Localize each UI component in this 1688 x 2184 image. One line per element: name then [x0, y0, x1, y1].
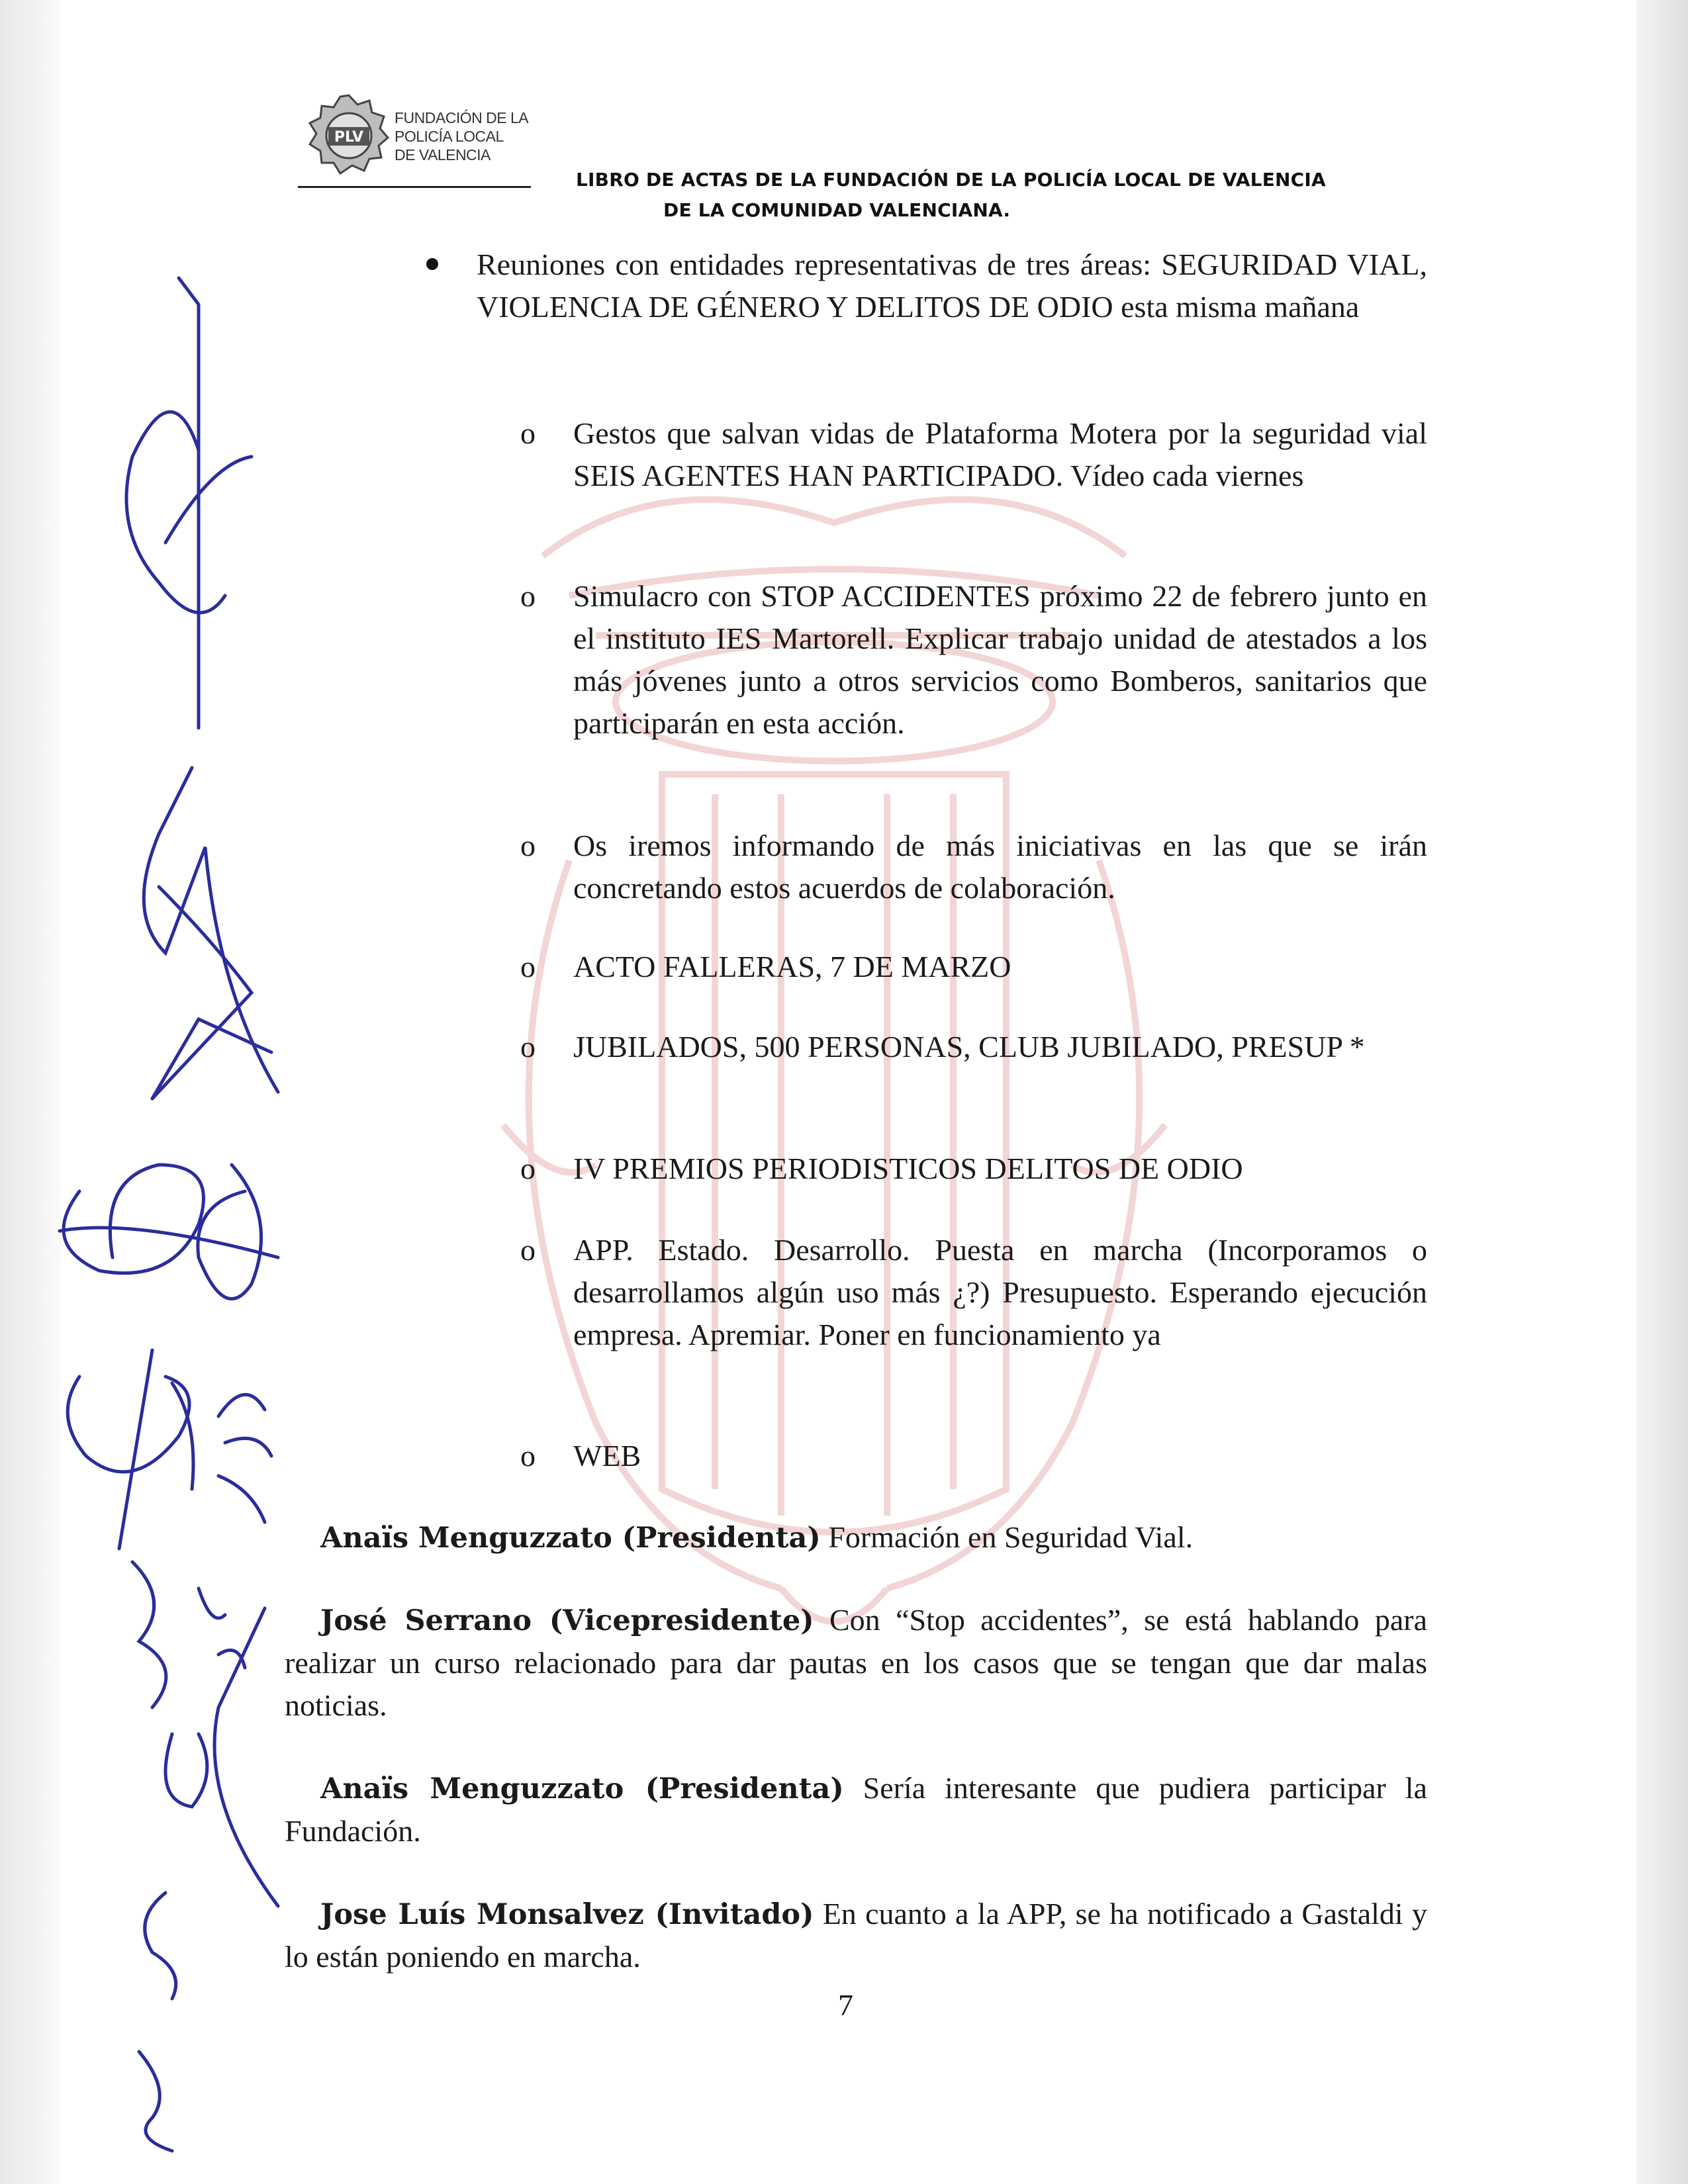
sub-item-marker: o	[520, 829, 536, 862]
sub-item-marker: o	[520, 1030, 536, 1064]
sub-item: WEB	[573, 1439, 641, 1473]
intervention-text: Formación en Seguridad Vial.	[820, 1520, 1194, 1554]
intervention-paragraph	[285, 1893, 1427, 1978]
sub-item: IV PREMIOS PERIODISTICOS DELITOS DE ODIO	[573, 1152, 1243, 1185]
intervention-text: Con “Stop accidentes”, se está hablando para realizar un curso relacionado para dar pautas en los casos que se tengan que dar malas noticias.	[285, 1603, 1428, 1722]
intervention-paragraph	[285, 1516, 1427, 1559]
sub-item: ACTO FALLERAS, 7 DE MARZO	[573, 950, 1011, 983]
speaker-name: José Serrano (Vicepresidente)	[320, 1604, 814, 1637]
svg-text:PLV: PLV	[334, 129, 364, 146]
intervention-paragraph	[285, 1767, 1427, 1852]
foundation-logo	[306, 93, 392, 179]
speaker-name: Jose Luís Monsalvez (Invitado)	[320, 1898, 814, 1931]
sub-item-marker: o	[520, 1152, 536, 1185]
logo-line: DE VALENCIA	[395, 146, 491, 163]
logo-line: POLICÍA LOCAL	[395, 128, 504, 145]
sub-item: Os iremos informando de más iniciativas en las que se irán concretando estos acuerdos de colaboración.	[573, 829, 1427, 905]
sub-item-marker: o	[520, 1233, 536, 1267]
intervention-text: En cuanto a la APP, se ha notificado a Gastaldi y lo están poniendo en marcha.	[285, 1897, 1427, 1974]
header-rule	[298, 186, 531, 188]
document-header-title	[576, 165, 1476, 226]
scan-left-shadow	[0, 0, 61, 2184]
sub-item-marker: o	[520, 950, 536, 983]
foundation-logo-text	[395, 109, 528, 164]
sub-item: APP. Estado. Desarrollo. Puesta en marcha (Incorporamos o desarrollamos algún uso más ¿?) Presupuesto. Esperando ejecución empresa. Apremiar. Poner en funcionamiento ya	[573, 1233, 1427, 1351]
bullet-icon	[426, 258, 438, 270]
logo-line: FUNDACIÓN DE LA	[395, 109, 529, 126]
page-number: 7	[838, 1988, 853, 2022]
header-title-line-2: DE LA COMUNIDAD VALENCIANA.	[663, 199, 1011, 221]
sub-item: JUBILADOS, 500 PERSONAS, CLUB JUBILADO, PRESUP *	[573, 1030, 1365, 1064]
speaker-name: Anaïs Menguzzato (Presidenta)	[320, 1522, 821, 1555]
sub-item-marker: o	[520, 1439, 536, 1473]
header-title-line-1: LIBRO DE ACTAS DE LA FUNDACIÓN DE LA POLICÍA LOCAL DE VALENCIA	[576, 169, 1326, 191]
intervention-text: Sería interesante que pudiera participar la Fundación.	[285, 1771, 1427, 1848]
sub-item-marker: o	[520, 416, 536, 450]
sub-item-marker: o	[520, 579, 536, 613]
scan-right-edge	[1636, 0, 1688, 2184]
sub-item: Simulacro con STOP ACCIDENTES próximo 22 de febrero junto en el instituto IES Martorell. Explicar trabajo unidad de atestados a los más jóvenes junto a otros servicios como Bomberos, sanitarios que participarán en esta acción.	[573, 579, 1427, 740]
speaker-name: Anaïs Menguzzato (Presidenta)	[320, 1772, 844, 1805]
intervention-paragraph	[285, 1599, 1427, 1727]
main-bullet-text: Reuniones con entidades representativas de tres áreas: SEGURIDAD VIAL, VIOLENCIA DE GÉNERO Y DELITOS DE ODIO esta misma mañana	[477, 248, 1427, 324]
sub-item: Gestos que salvan vidas de Plataforma Motera por la seguridad vial SEIS AGENTES HAN PARTICIPADO. Vídeo cada viernes	[573, 416, 1427, 492]
